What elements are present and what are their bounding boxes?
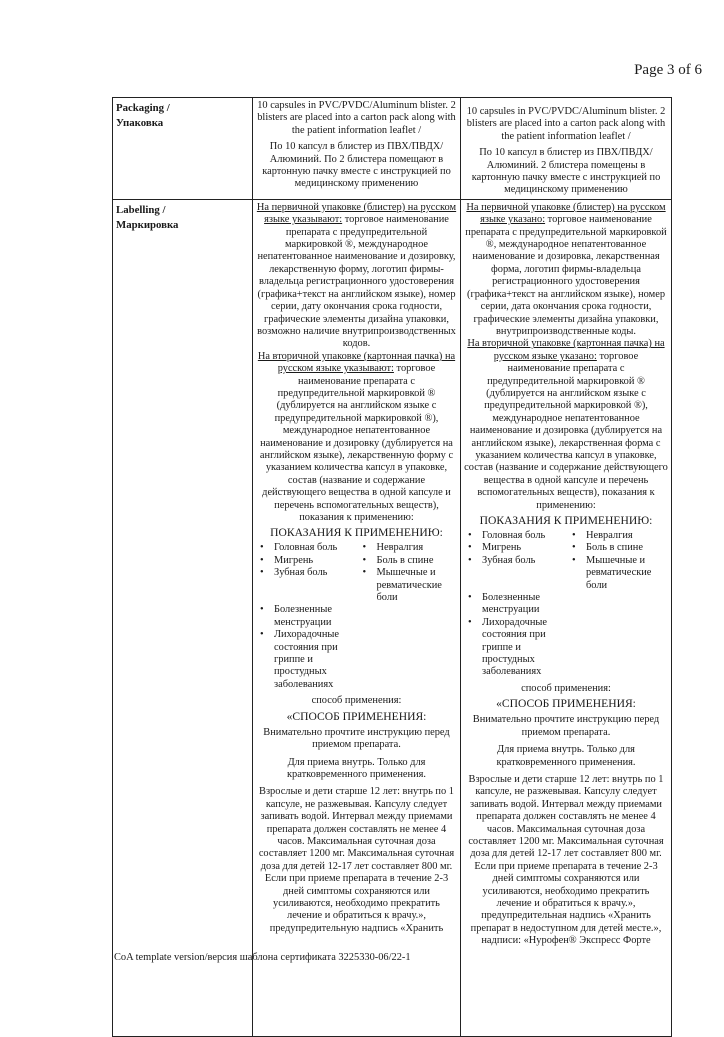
col3-secondary-text: торговое наименование препарата с предупредительной маркировкой ® (дублируется на английском языке с предупредительной маркировкой ®), международное непатентованное наименование и дозировка (дублируется на английском языке), лекарственная форма с указанием количества капсул в упаковке, состав (название и содержание действующего вещества в одной капсуле и перечень вспомогательных веществ), показания к применению: bbox=[464, 350, 668, 511]
indication-item: • Болезненные менструации bbox=[256, 604, 357, 629]
packaging-col2-cell bbox=[253, 98, 461, 200]
indication-item: • Головная боль bbox=[464, 530, 564, 542]
footer-template-version: CoA template version/версия шаблона сертификата 3225330-06/22-1 bbox=[114, 952, 411, 963]
packaging-col3-en: 10 capsules in PVC/PVDC/Aluminum blister. 2 blisters are placed into a carton pack along with the patient information leaflet / bbox=[466, 106, 666, 142]
packaging-label-cell bbox=[113, 98, 253, 200]
col3-indications-title: ПОКАЗАНИЯ К ПРИМЕНЕНИЮ: bbox=[479, 514, 653, 527]
col3-indications-left bbox=[464, 530, 564, 592]
col3-dosage: Взрослые и дети старше 12 лет: внутрь по 1 капсуле, не разжевывая. Капсулу следует запивать водой. Интервал между приемами препарата должен составлять не менее 4 часов. Максимальная суточная доза составляет 1200 мг. Максимальная суточная доза для детей 12-17 лет составляет 800 мг. Если при приеме препарата в течение 2-3 дней симптомы сохраняются или усиливаются, необходимо прекратить лечение и обратиться к врачу.», предупредительная надпись «Хранить препарат в недоступном для детей месте.», надписи: «Нурофен® Экспресс Форте bbox=[468, 773, 664, 947]
indication-item: • Зубная боль bbox=[256, 567, 355, 579]
indication-item: • Боль в спине bbox=[359, 555, 458, 567]
col3-primary-text: торговое наименование препарата с предупредительной маркировкой ®, международное непатентованное наименование и дозировка, лекарственная форма, логотип фирмы-владельца регистрационного удостоверения (графика+текст на английском языке), номер серии, дата окончания срока годности, графические элементы дизайна упаковки, внутрипроизводственные коды. bbox=[465, 214, 667, 337]
col2-dosage: Взрослые и дети старше 12 лет: внутрь по 1 капсуле, не разжевывая. Капсулу следует запивать водой. Интервал между приемами препарата должен составлять не менее 4 часов. Максимальная суточная доза составляет 1200 мг. Максимальная суточная доза для детей 12-17 лет составляет 800 мг. Если при приеме препарата в течение 2-3 дней симптомы сохраняются или усиливаются, необходимо прекратить лечение и обратиться к врачу.», предупредительную надпись «Хранить bbox=[258, 786, 455, 934]
col2-method-intro: способ применения: bbox=[311, 695, 402, 707]
indication-item: • Головная боль bbox=[256, 542, 355, 554]
labelling-col3-cell bbox=[461, 199, 672, 1036]
col2-indications-left bbox=[256, 542, 355, 604]
col3-primary-paragraph bbox=[464, 202, 668, 338]
col3-oral-use: Для приема внутрь. Только для кратковременного применения. bbox=[496, 744, 636, 768]
indication-item: • Боль в спине bbox=[568, 542, 668, 554]
col2-indications-right bbox=[359, 542, 458, 604]
indication-item: • Зубная боль bbox=[464, 555, 564, 567]
labelling-label-cell bbox=[113, 199, 253, 1036]
col3-indications-extra bbox=[464, 592, 566, 679]
col3-secondary-heading: На вторичной упаковке (картонная пачка) на русском языке указано: bbox=[467, 338, 665, 362]
col3-method-title: «СПОСОБ ПРИМЕНЕНИЯ: bbox=[496, 697, 636, 711]
col3-primary-heading: На первичной упаковке (блистер) на русском языке указано: bbox=[466, 201, 666, 226]
indication-item: • Мышечные и ревматические боли bbox=[359, 567, 458, 604]
packaging-col3-ru: По 10 капсул в блистер из ПВХ/ПВДХ/Алюминий. 2 блистера помещены в картонную пачку вместе с инструкцией по медицинскому применению bbox=[471, 147, 661, 196]
indication-item: • Невралгия bbox=[359, 542, 458, 554]
indication-item: • Мигрень bbox=[256, 555, 355, 567]
indication-item: • Мышечные и ревматические боли bbox=[568, 555, 668, 592]
col2-secondary-paragraph bbox=[256, 351, 457, 525]
col3-secondary-paragraph bbox=[464, 338, 668, 512]
col2-indications-title: ПОКАЗАНИЯ К ПРИМЕНЕНИЮ: bbox=[270, 526, 443, 540]
col2-secondary-heading: На вторичной упаковке (картонная пачка) на русском языке указывают: bbox=[257, 350, 456, 375]
packaging-label-ru: Упаковка bbox=[116, 117, 164, 129]
indication-item: • Невралгия bbox=[568, 530, 668, 542]
col2-primary-heading: На первичной упаковке (блистер) на русском языке указывают: bbox=[256, 201, 457, 226]
col3-method-intro: способ применения: bbox=[521, 682, 611, 694]
specification-table bbox=[112, 97, 672, 1037]
page-number: Page 3 of 6 bbox=[634, 62, 702, 78]
labelling-label-ru: Маркировка bbox=[116, 218, 179, 231]
packaging-col2-ru: По 10 капсул в блистер из ПВХ/ПВДХ/Алюминий. По 2 блистера помещают в картонную пачку вместе с инструкцией по медицинскому применению bbox=[262, 141, 451, 190]
packaging-col3-cell bbox=[461, 98, 672, 200]
col2-oral-use: Для приема внутрь. Только для кратковременного применения. bbox=[286, 756, 427, 780]
labelling-label-en: Labelling / bbox=[116, 203, 166, 216]
labelling-col2-cell bbox=[253, 199, 461, 1036]
packaging-row bbox=[113, 98, 672, 200]
indication-item: • Лихорадочные состояния при гриппе и простудных заболеваниях bbox=[464, 617, 566, 679]
col2-secondary-text: торговое наименование препарата с предупредительной маркировкой ® (дублируется на английском языке с предупредительной маркировкой ®), международное непатентованное наименование и дозировку (дублируется на английском языке), лекарственную форму с указанием количества капсул в упаковке, состав (название и содержание действующего вещества в одной капсуле и перечень вспомогательных веществ), показания к применению: bbox=[259, 363, 454, 523]
indication-item: • Мигрень bbox=[464, 542, 564, 554]
col2-primary-text: торговое наименование препарата с предупредительной маркировкой ®, международное непатентованное наименование и дозировку, лекарственную форму, логотип фирмы-владельца регистрационного удостоверения (графика+текст на английском языке), номер серии, дату окончания срока годности, графические элементы дизайна упаковки, возможно наличие внутрипроизводственных кодов. bbox=[257, 214, 456, 350]
col3-indications-right bbox=[568, 530, 668, 592]
col2-method-title: «СПОСОБ ПРИМЕНЕНИЯ: bbox=[286, 709, 427, 723]
col2-read-instructions: Внимательно прочтите инструкцию перед приемом препарата. bbox=[263, 726, 450, 751]
packaging-label-en: Packaging / bbox=[116, 102, 170, 114]
col3-indications-grid bbox=[464, 530, 668, 592]
col3-read-instructions: Внимательно прочтите инструкцию перед приемом препарата. bbox=[472, 714, 660, 738]
col2-indications-grid bbox=[256, 542, 457, 604]
col2-indications-extra bbox=[256, 604, 357, 691]
labelling-row bbox=[113, 199, 672, 1036]
indication-item: • Лихорадочные состояния при гриппе и простудных заболеваниях bbox=[256, 629, 357, 691]
indication-item: • Болезненные менструации bbox=[464, 592, 566, 617]
packaging-col2-en: 10 capsules in PVC/PVDC/Aluminum blister. 2 blisters are placed into a carton pack along with the patient information leaflet / bbox=[257, 100, 456, 136]
col2-primary-paragraph bbox=[256, 202, 457, 351]
